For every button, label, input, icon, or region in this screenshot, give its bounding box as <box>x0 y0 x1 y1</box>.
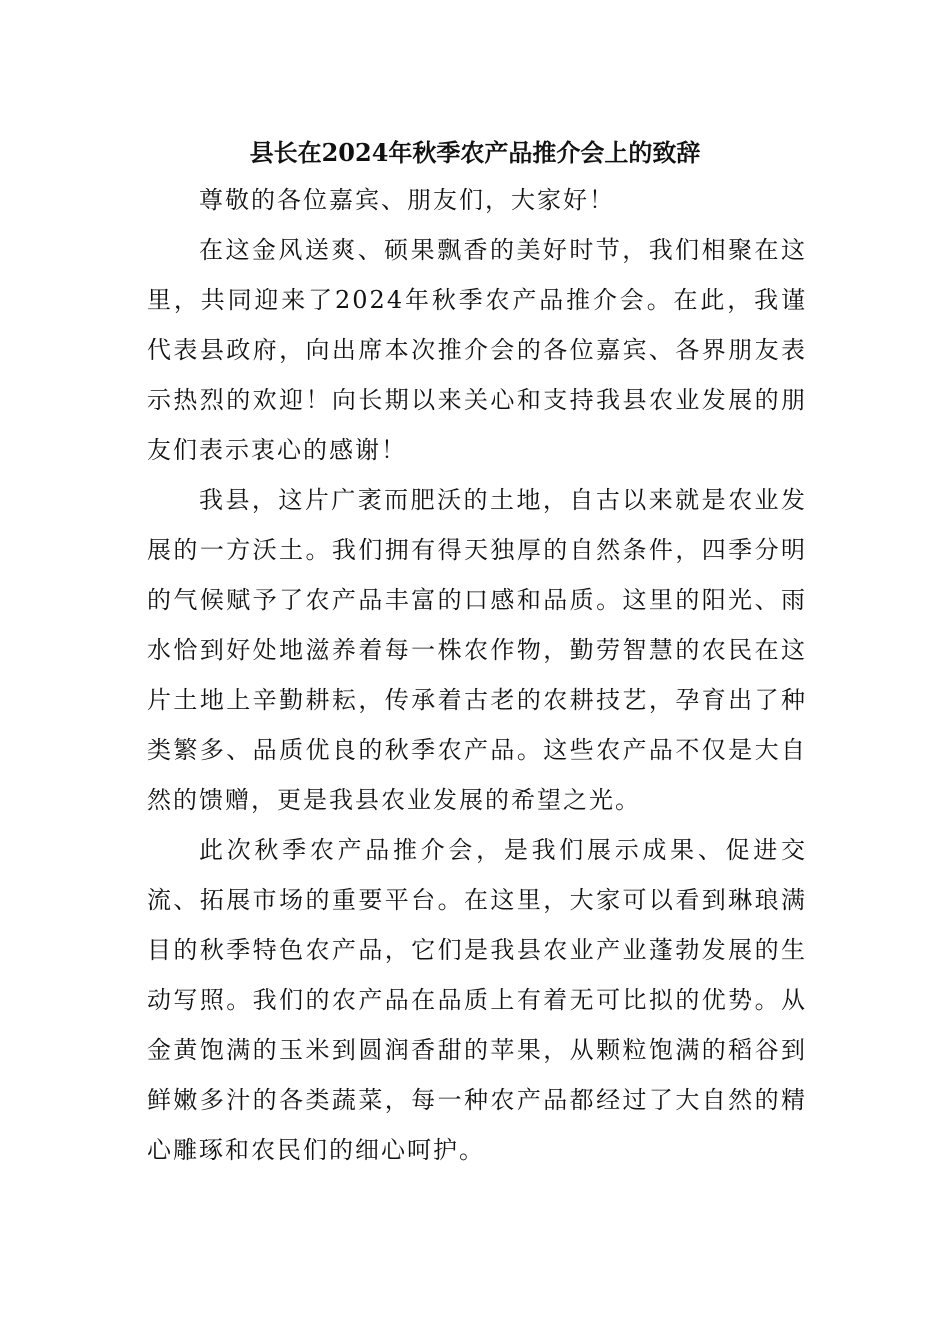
paragraph-event-purpose: 此次秋季农产品推介会，是我们展示成果、促进交流、拓展市场的重要平台。在这里，大家可以看到琳琅满目的秋季特色农产品，它们是我县农业产业蓬勃发展的生动写照。我们的农产品在品质上有着无可比拟的优势。从金黄饱满的玉米到圆润香甜的苹果，从颗粒饱满的稻谷到鲜嫩多汁的各类蔬菜，每一种农产品都经过了大自然的精心雕琢和农民们的细心呵护。 <box>147 836 807 1164</box>
paragraph-county-intro: 我县，这片广袤而肥沃的土地，自古以来就是农业发展的一方沃土。我们拥有得天独厚的自然条件，四季分明的气候赋予了农产品丰富的口感和品质。这里的阳光、雨水恰到好处地滋养着每一株农作物，勤劳智慧的农民在这片土地上辛勤耕耘，传承着古老的农耕技艺，孕育出了种类繁多、品质优良的秋季农产品。这些农产品不仅是大自然的馈赠，更是我县农业发展的希望之光。 <box>147 486 807 814</box>
document-title: 县长在2024年秋季农产品推介会上的致辞 <box>249 138 701 167</box>
paragraph-greeting: 尊敬的各位嘉宾、朋友们，大家好！ <box>199 186 615 214</box>
paragraph-welcome: 在这金风送爽、硕果飘香的美好时节，我们相聚在这里，共同迎来了2024年秋季农产品推介会。在此，我谨代表县政府，向出席本次推介会的各位嘉宾、各界朋友表示热烈的欢迎！向长期以来关心和支持我县农业发展的朋友们表示衷心的感谢！ <box>147 236 807 464</box>
document-body <box>147 175 807 1175</box>
